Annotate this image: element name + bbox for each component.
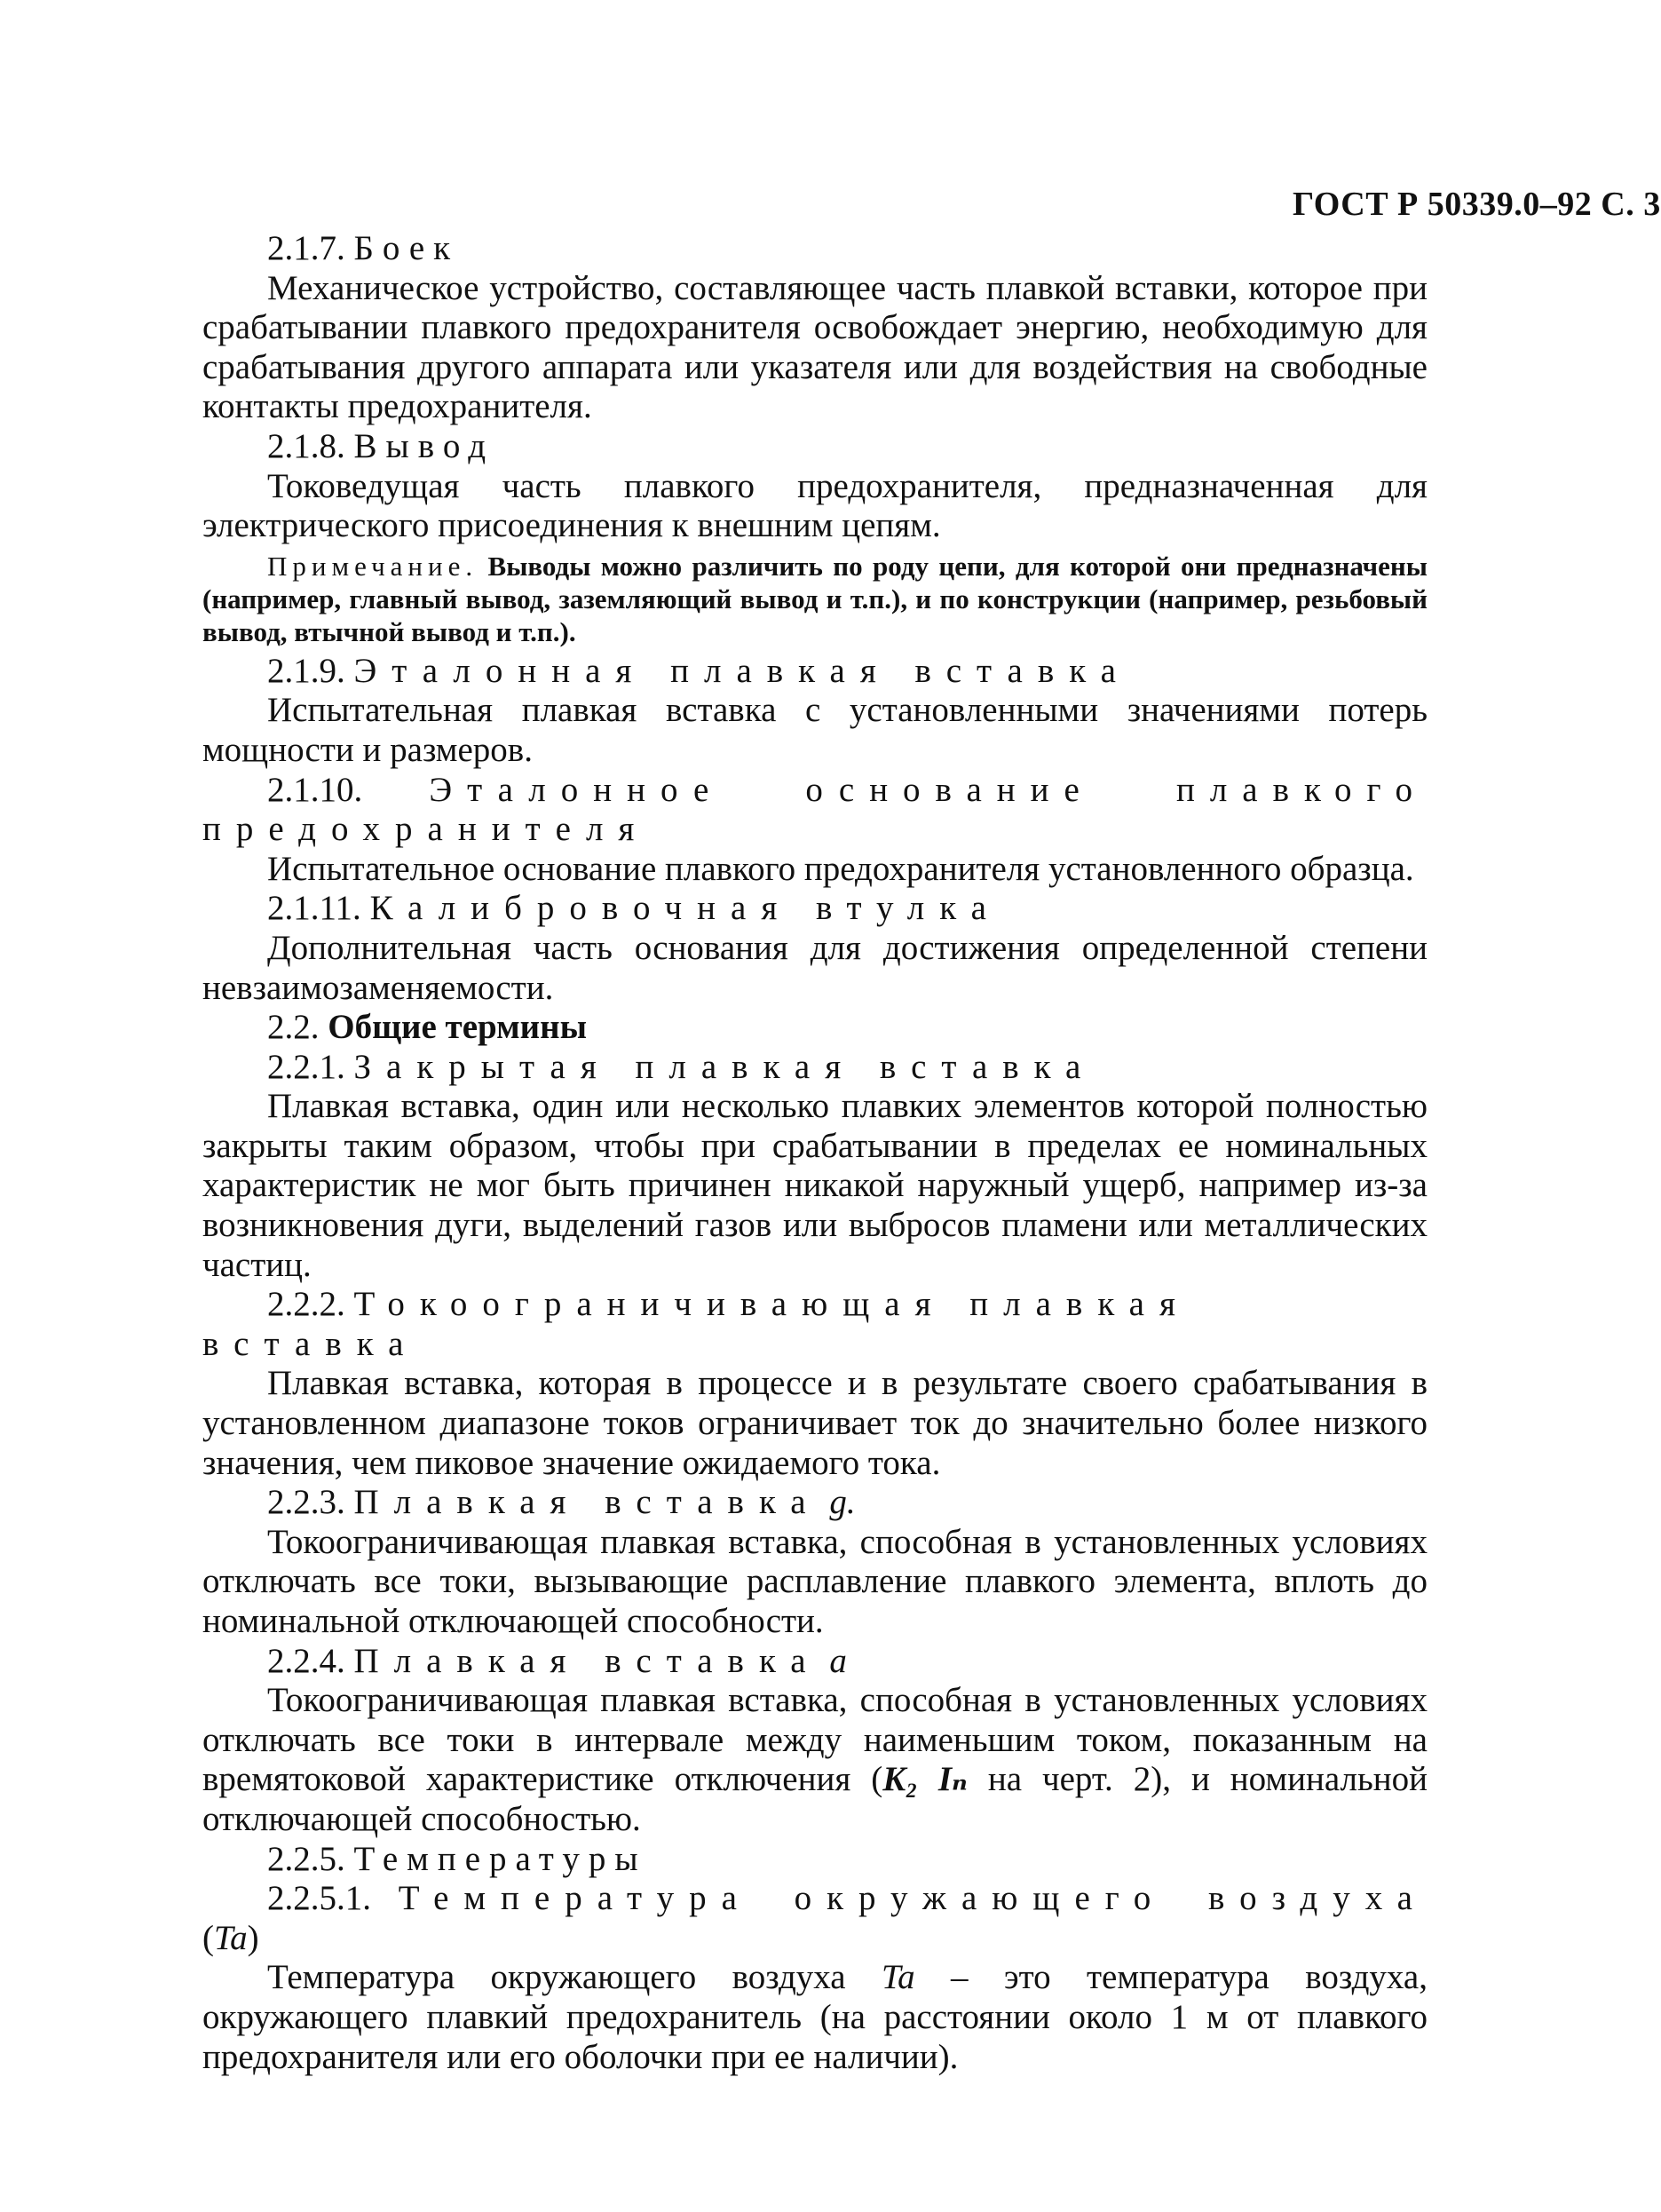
section-title: Эталонная плавкая вставка: [353, 651, 1131, 690]
fuse-class-letter: a: [829, 1641, 847, 1680]
section-body-2-1-7: Механическое устройство, составляющее часть плавкой вставки, которое при срабатывании плавкого предохранителя освобождает энергию, необходимую для срабатывания другого аппарата или указателя или для воздействия на свободные контакты предохранителя.: [202, 268, 1428, 426]
document-content: [202, 229, 1428, 2077]
page-header: ГОСТ Р 50339.0–92 С. 3: [1293, 186, 1661, 223]
section-number: 2.2.2.: [267, 1285, 345, 1324]
section-body-2-1-11: Дополнительная часть основания для достижения определенной степени невзаимозаменяемости.: [202, 928, 1428, 1007]
section-number: 2.2.5.1.: [267, 1879, 371, 1918]
section-body-2-2-3: Токоограничивающая плавкая вставка, способная в установленных условиях отключать все токи, вызывающие расплавление плавкого элемента, вплоть до номинальной отключающей способности.: [202, 1522, 1428, 1640]
section-heading-2-2-1: [202, 1048, 1428, 1088]
section-body-2-1-8: Токоведущая часть плавкого предохранителя, предназначенная для электрического присоединения к внешним цепям.: [202, 466, 1428, 545]
section-heading-2-1-11: [202, 889, 1428, 929]
formula-in: Iₙ: [937, 1760, 968, 1799]
section-title: Боек: [353, 229, 460, 267]
body-text-pre: Токоограничивающая плавкая вставка, способная в установленных условиях отключать все токи в интервале между наименьшим током, показанным на времятоковой характеристике отключения (: [202, 1681, 1428, 1799]
body-text-pre: Температура окружающего воздуха: [267, 1958, 882, 1997]
section-title: Плавкая вставка: [353, 1483, 821, 1522]
section-heading-2-2-5-1: [202, 1879, 1428, 1958]
section-body-2-2-4: [202, 1681, 1428, 1839]
section-title: Плавкая вставка: [353, 1641, 821, 1680]
section-heading-2-2: [202, 1008, 1428, 1048]
section-heading-2-2-4: [202, 1642, 1428, 1682]
section-title: Калибровочная втулка: [369, 889, 1001, 928]
section-title: Вывод: [353, 426, 495, 465]
section-number: 2.1.7.: [267, 229, 345, 267]
section-title: Закрытая плавкая вставка: [353, 1047, 1096, 1086]
section-number: 2.1.9.: [267, 651, 345, 690]
section-heading-2-2-2: [202, 1285, 1428, 1364]
section-heading-2-1-9: [202, 652, 1428, 692]
section-heading-2-1-8: [202, 427, 1428, 467]
section-body-2-2-5-1: [202, 1958, 1428, 2077]
section-number: 2.2.3.: [267, 1483, 345, 1522]
section-title: Температуры: [353, 1839, 647, 1878]
section-heading-2-1-7: [202, 229, 1428, 269]
formula-k2: K₂: [882, 1760, 918, 1799]
section-number: 2.2.5.: [267, 1839, 345, 1878]
section-number: 2.2.4.: [267, 1641, 345, 1680]
note-paragraph: [202, 550, 1428, 648]
section-body-2-1-9: Испытательная плавкая вставка с установленными значениями потерь мощности и размеров.: [202, 691, 1428, 769]
fuse-class-letter: g.: [829, 1483, 856, 1522]
section-title: Общие термины: [328, 1008, 588, 1047]
ta-symbol: Ta: [881, 1958, 915, 1997]
body-text-post: на черт. 2), и номинальной отключающей способностью.: [202, 1760, 1428, 1838]
section-heading-2-2-3: [202, 1483, 1428, 1523]
title-paren-close: ): [247, 1918, 259, 1957]
section-body-2-1-10: Испытательное основание плавкого предохранителя установленного образца.: [267, 849, 1414, 888]
note-text: Выводы можно различить по роду цепи, для которой они предназначены (например, главный вывод, заземляющий вывод и т.п.), и по конструкции (например, резьбовый вывод, втычной вывод и т.п.).: [202, 550, 1428, 647]
section-body-2-2-2: Плавкая вставка, которая в процессе и в результате своего срабатывания в установленном диапазоне токов ограничивает ток до значительно более низкого значения, чем пиковое значение ожидаемого тока.: [202, 1364, 1428, 1482]
section-number: 2.2.1.: [267, 1047, 345, 1086]
section-heading-2-1-10: [202, 771, 1428, 850]
note-label: Примечание.: [267, 550, 479, 582]
section-heading-2-2-5: [202, 1840, 1428, 1880]
section-body-2-2-1: Плавкая вставка, один или несколько плавких элементов которой полностью закрыты таким образом, чтобы при срабатывании в пределах ее номинальных характеристик не мог быть причинен никакой наружный ущерб, например из-за возникновения дуги, выделений газов или выбросов пламени или металлических частиц.: [202, 1087, 1428, 1284]
body-text-post: – это температура воздуха, окружающего плавкий предохранитель (на расстоянии около 1 м от плавкого предохранителя или его оболочки при ее наличии).: [202, 1958, 1428, 2076]
title-paren-open: (: [202, 1918, 214, 1957]
section-title: Эталонное основание плавкого предохранителя: [202, 770, 1428, 849]
section-number: 2.1.8.: [267, 426, 345, 465]
ta-symbol: Ta: [214, 1918, 248, 1957]
section-title: Температура окружающего воздуха: [398, 1879, 1428, 1918]
section-number: 2.1.11.: [267, 889, 361, 928]
section-number: 2.1.10.: [267, 770, 363, 809]
section-title: Токоограничивающая плавкая вставка: [202, 1285, 1190, 1363]
section-number: 2.2.: [267, 1008, 320, 1047]
